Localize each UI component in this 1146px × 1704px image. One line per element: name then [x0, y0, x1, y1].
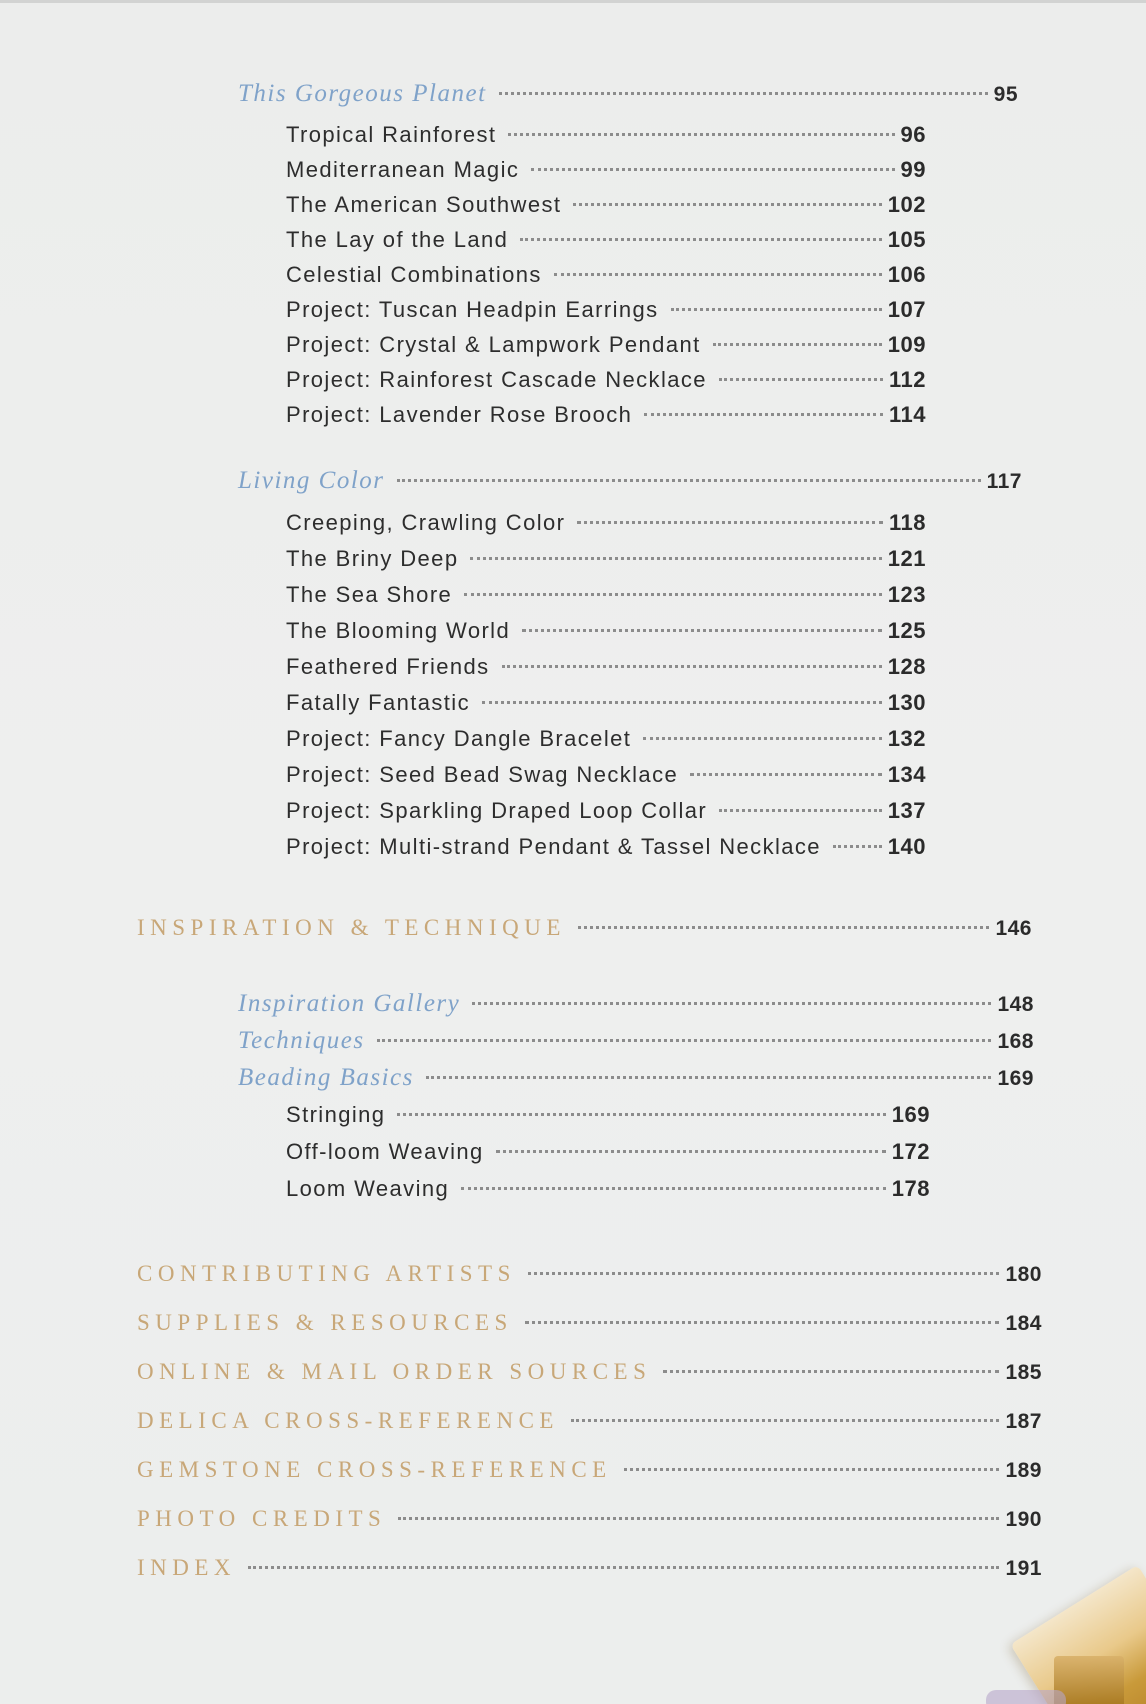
- toc-section-gallery[interactable]: [238, 990, 1034, 1018]
- dot-leader: [719, 378, 883, 381]
- dot-leader: [397, 1113, 885, 1116]
- toc-entry[interactable]: [286, 157, 926, 183]
- toc-entry[interactable]: [286, 762, 926, 788]
- page-number: 185: [1005, 1361, 1042, 1384]
- dot-leader: [624, 1468, 1000, 1471]
- toc-part-online-sources[interactable]: [137, 1359, 1042, 1385]
- dot-leader: [520, 238, 881, 241]
- toc-entry[interactable]: [286, 690, 926, 716]
- entry-label: Project: Crystal & Lampwork Pendant: [286, 332, 701, 357]
- entry-label: Fatally Fantastic: [286, 690, 470, 715]
- toc-entry[interactable]: [286, 367, 926, 393]
- page-number: 187: [1005, 1410, 1042, 1433]
- dot-leader: [643, 737, 882, 740]
- toc-section-title: Techniques: [238, 1027, 365, 1054]
- entry-label: Project: Lavender Rose Brooch: [286, 402, 633, 427]
- toc-entry[interactable]: [286, 618, 926, 644]
- dot-leader: [690, 773, 882, 776]
- dot-leader: [573, 203, 881, 206]
- page-number: 137: [887, 798, 926, 823]
- toc-entry[interactable]: [286, 834, 926, 860]
- toc-part-title: GEMSTONE CROSS-REFERENCE: [137, 1457, 612, 1482]
- dot-leader: [496, 1150, 886, 1153]
- entry-label: Tropical Rainforest: [286, 122, 497, 147]
- toc-part-inspiration[interactable]: [137, 915, 1032, 941]
- dot-leader: [577, 521, 883, 524]
- entry-label: Mediterranean Magic: [286, 157, 520, 182]
- toc-entry[interactable]: [286, 726, 926, 752]
- dot-leader: [508, 133, 894, 136]
- dot-leader: [531, 168, 894, 171]
- page-number: 169: [891, 1102, 930, 1127]
- page-number: 117: [986, 470, 1022, 493]
- dot-leader: [499, 92, 988, 95]
- dot-leader: [398, 1517, 999, 1520]
- page-number: 105: [887, 227, 926, 252]
- toc-part-title: INDEX: [137, 1555, 237, 1580]
- dot-leader: [719, 809, 882, 812]
- page-number: 121: [887, 546, 926, 571]
- page-number: 134: [887, 762, 926, 787]
- page-number: 130: [887, 690, 926, 715]
- toc-entry[interactable]: [286, 582, 926, 608]
- page-number: 146: [995, 917, 1032, 940]
- page-number: 184: [1005, 1312, 1042, 1335]
- entry-label: The Blooming World: [286, 618, 511, 643]
- dot-leader: [525, 1321, 1000, 1324]
- entry-label: Project: Seed Bead Swag Necklace: [286, 762, 679, 787]
- page-number: 118: [889, 510, 926, 535]
- toc-section-techniques[interactable]: [238, 1027, 1034, 1055]
- entry-label: Project: Tuscan Headpin Earrings: [286, 297, 659, 322]
- dot-leader: [461, 1187, 886, 1190]
- entry-label: Celestial Combinations: [286, 262, 542, 287]
- page-number: 114: [889, 402, 926, 427]
- toc-entry[interactable]: [286, 654, 926, 680]
- toc-part-contributing-artists[interactable]: [137, 1261, 1042, 1287]
- toc-part-title: ONLINE & MAIL ORDER SOURCES: [137, 1359, 652, 1384]
- toc-part-title: SUPPLIES & RESOURCES: [137, 1310, 513, 1335]
- toc-part-title: INSPIRATION & TECHNIQUE: [137, 915, 566, 940]
- toc-section-title: Inspiration Gallery: [238, 990, 461, 1017]
- page-number: 109: [887, 332, 926, 357]
- top-edge: [0, 0, 1146, 3]
- page-number: 178: [891, 1176, 930, 1201]
- violet-bead: [986, 1690, 1066, 1704]
- entry-label: Project: Multi-strand Pendant & Tassel Necklace: [286, 834, 821, 859]
- entry-label: Stringing: [286, 1102, 386, 1127]
- entry-label: The American Southwest: [286, 192, 562, 217]
- toc-section-living-color[interactable]: [238, 467, 1022, 495]
- entry-label: Project: Rainforest Cascade Necklace: [286, 367, 707, 392]
- entry-label: Loom Weaving: [286, 1176, 450, 1201]
- entry-label: The Lay of the Land: [286, 227, 509, 252]
- dot-leader: [554, 273, 882, 276]
- page-number: 190: [1005, 1508, 1042, 1531]
- page-number: 107: [887, 297, 926, 322]
- page-number: 106: [887, 262, 926, 287]
- toc-part-photo-credits[interactable]: [137, 1506, 1042, 1532]
- toc-part-supplies[interactable]: [137, 1310, 1042, 1336]
- page-number: 125: [887, 618, 926, 643]
- entry-label: Off-loom Weaving: [286, 1139, 484, 1164]
- dot-leader: [464, 593, 882, 596]
- page-number: 191: [1005, 1557, 1042, 1580]
- toc-entry[interactable]: [286, 262, 926, 288]
- page-number: 168: [997, 1030, 1034, 1053]
- page-number: 169: [997, 1067, 1034, 1090]
- page-number: 123: [887, 582, 926, 607]
- dot-leader: [644, 413, 883, 416]
- toc-entry[interactable]: [286, 297, 926, 323]
- toc-part-index[interactable]: [137, 1555, 1042, 1581]
- toc-part-title: PHOTO CREDITS: [137, 1506, 387, 1531]
- toc-entry[interactable]: [286, 510, 926, 536]
- dot-leader: [578, 926, 990, 929]
- page-number: 99: [900, 157, 926, 182]
- page-number: 95: [993, 83, 1018, 106]
- toc-part-gemstone[interactable]: [137, 1457, 1042, 1483]
- toc-section-basics[interactable]: [238, 1064, 1034, 1092]
- toc-part-delica[interactable]: [137, 1408, 1042, 1434]
- toc-entry[interactable]: [286, 332, 926, 358]
- entry-label: Creeping, Crawling Color: [286, 510, 566, 535]
- toc-entry[interactable]: [286, 1102, 930, 1128]
- toc-part-title: CONTRIBUTING ARTISTS: [137, 1261, 516, 1286]
- toc-entry[interactable]: [286, 546, 926, 572]
- dot-leader: [528, 1272, 1000, 1275]
- dot-leader: [663, 1370, 999, 1373]
- dot-leader: [397, 479, 981, 482]
- page-number: 128: [887, 654, 926, 679]
- page-number: 140: [887, 834, 926, 859]
- dot-leader: [377, 1039, 992, 1042]
- page-number: 112: [889, 367, 926, 392]
- toc-section-title: Living Color: [238, 467, 385, 494]
- page-number: 180: [1005, 1263, 1042, 1286]
- dot-leader: [522, 629, 882, 632]
- toc-entry[interactable]: [286, 1176, 930, 1202]
- toc-entry[interactable]: [286, 192, 926, 218]
- dot-leader: [713, 343, 882, 346]
- toc-entry[interactable]: [286, 798, 926, 824]
- toc-entry[interactable]: [286, 122, 926, 148]
- dot-leader: [248, 1566, 999, 1569]
- toc-part-title: DELICA CROSS-REFERENCE: [137, 1408, 559, 1433]
- toc-section-planet[interactable]: [238, 80, 1018, 108]
- dot-leader: [833, 845, 882, 848]
- entry-label: The Briny Deep: [286, 546, 459, 571]
- entry-label: Feathered Friends: [286, 654, 490, 679]
- dot-leader: [482, 701, 882, 704]
- bead-vial-image: [956, 1554, 1146, 1704]
- page-number: 132: [887, 726, 926, 751]
- dot-leader: [472, 1002, 991, 1005]
- toc-entry[interactable]: [286, 1139, 930, 1165]
- dot-leader: [671, 308, 882, 311]
- page-number: 96: [900, 122, 926, 147]
- toc-section-title: This Gorgeous Planet: [238, 80, 487, 107]
- dot-leader: [502, 665, 882, 668]
- page-number: 189: [1005, 1459, 1042, 1482]
- page-number: 102: [887, 192, 926, 217]
- dot-leader: [571, 1419, 999, 1422]
- page-number: 148: [997, 993, 1034, 1016]
- entry-label: Project: Fancy Dangle Bracelet: [286, 726, 632, 751]
- dot-leader: [470, 557, 881, 560]
- page-number: 172: [891, 1139, 930, 1164]
- toc-entry[interactable]: [286, 227, 926, 253]
- dot-leader: [426, 1076, 992, 1079]
- entry-label: The Sea Shore: [286, 582, 453, 607]
- toc-entry[interactable]: [286, 402, 926, 428]
- entry-label: Project: Sparkling Draped Loop Collar: [286, 798, 708, 823]
- toc-section-title: Beading Basics: [238, 1064, 414, 1091]
